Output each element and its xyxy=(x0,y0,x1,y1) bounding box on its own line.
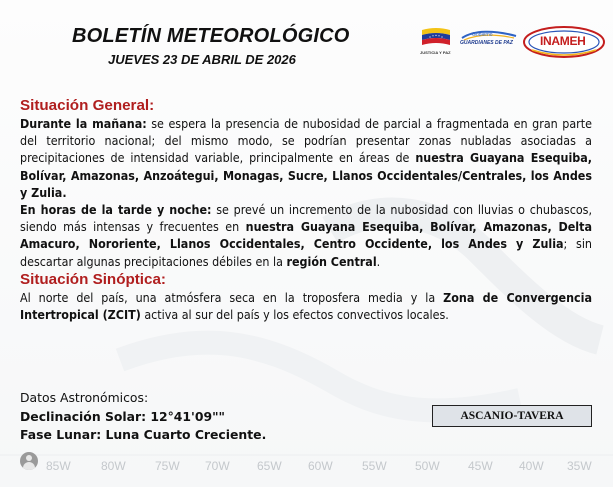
afternoon-end: . xyxy=(376,253,381,269)
longitude-label: 75W xyxy=(155,459,180,473)
longitude-label: 45W xyxy=(468,459,493,473)
afternoon-text2: ; sin descartar algunas precipitaciones débiles en la xyxy=(20,236,592,269)
longitude-label: 35W xyxy=(567,459,592,473)
svg-text:Gobierno: Gobierno xyxy=(472,32,493,38)
bulletin-body xyxy=(20,96,592,323)
solar-declination: Declinación Solar: 12°41'09"" xyxy=(20,408,226,424)
paragraph-afternoon xyxy=(20,201,592,270)
avatar-icon[interactable] xyxy=(20,452,38,470)
logo-group xyxy=(420,24,606,64)
section-heading-general: Situación General: xyxy=(20,97,155,114)
astro-title: Datos Astronómicos: xyxy=(20,390,149,405)
longitude-label: 70W xyxy=(205,459,230,473)
longitude-label: 60W xyxy=(308,459,333,473)
section-heading-sinoptica: Situación Sinóptica: xyxy=(20,270,166,288)
sinoptica-text2: activa al sur del país y los efectos convectivos locales. xyxy=(140,307,449,323)
longitude-label: 50W xyxy=(415,459,440,473)
morning-text: se espera la presencia de nubosidad de parcial a fragmentada en gran parte del territorio nacional; del mismo modo, se podrían presentar zonas nubladas asociadas a precipitaciones de intensidad variable, principalmente en áreas de xyxy=(20,116,592,166)
flag-caption: JUSTICIA Y PAZ xyxy=(420,50,451,55)
afternoon-text: se prevé un incremento de la nubosidad con lluvias o chubascos, siendo más intensas y frecuentes en xyxy=(20,202,592,235)
moon-phase: Fase Lunar: Luna Cuarto Creciente. xyxy=(20,427,267,442)
morning-lead: Durante la mañana: xyxy=(20,116,147,131)
astronomical-data xyxy=(20,389,266,445)
paragraph-sinoptica xyxy=(20,289,592,323)
venezuela-flag-logo xyxy=(420,26,452,48)
bulletin-date: JUEVES 23 DE ABRIL DE 2026 xyxy=(108,52,296,67)
longitude-label: 85W xyxy=(46,459,71,473)
bulletin-title: BOLETÍN METEOROLÓGICO xyxy=(72,25,350,47)
morning-regions: nuestra Guayana Esequiba, Bolívar, Amazonas, Anzoátegui, Monagas, Sucre, Llanos Occidentales/Centrales, los Andes y Zulia. xyxy=(20,150,592,200)
longitude-label: 40W xyxy=(519,459,544,473)
gov-caption: GUARDIANES DE PAZ xyxy=(460,40,513,46)
sinoptica-text: Al norte del país, una atmósfera seca en la troposfera media y la xyxy=(20,289,444,305)
paragraph-morning xyxy=(20,115,592,201)
inameh-wordmark: INAMEH xyxy=(540,34,586,48)
afternoon-regions: nuestra Guayana Esequiba, Bolívar, Amazonas, Delta Amacuro, Nororiente, Llanos Occidentales, Centro Occidente, los Andes y Zulia xyxy=(20,219,592,252)
longitude-label: 55W xyxy=(362,459,387,473)
afternoon-lead: En horas de la tarde y noche: xyxy=(20,202,212,218)
forecaster-signature: ASCANIO-TAVERA xyxy=(432,405,592,427)
longitude-label: 65W xyxy=(257,459,282,473)
afternoon-region2: región Central xyxy=(286,253,377,269)
sinoptica-zcit: Zona de Convergencia Intertropical (ZCIT) xyxy=(20,289,592,323)
longitude-label: 80W xyxy=(101,459,126,473)
